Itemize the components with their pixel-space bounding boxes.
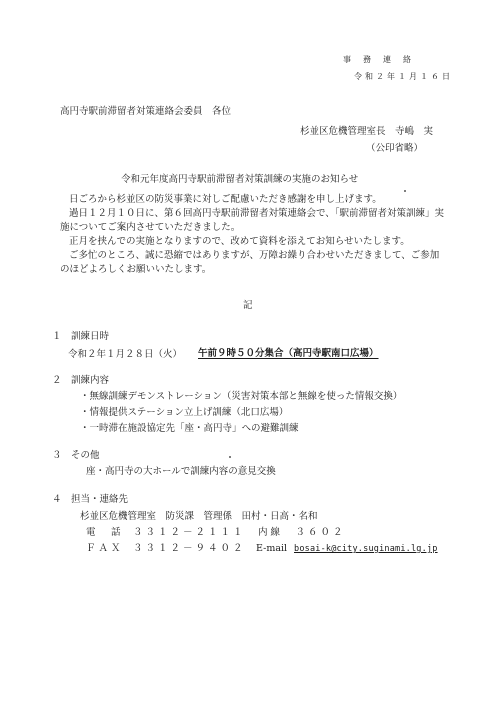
ki-marker: 記 (243, 300, 253, 311)
section-2-item: ・情報提供ステーション立上げ訓練（北口広場） (80, 407, 289, 418)
document-type: 事務連絡 (343, 55, 423, 64)
section-4-dept: 杉並区危機管理室 防災課 管理係 田村・日高・名和 (80, 511, 318, 522)
sender-note: （公印省略） (366, 143, 424, 154)
email-label: E-mail (256, 543, 288, 554)
scan-speck (404, 190, 406, 192)
section-2-heading: ２ 訓練内容 (52, 375, 110, 386)
body-paragraph: 日ごろから杉並区の防災事業に対しご配慮いただき感謝を申し上げます。 (69, 194, 382, 205)
body-paragraph: 過日１２月１０日に、第６回高円寺駅前滞留者対策連絡会で、「駅前滞留者対策訓練」実施についてご案内させていただきました。 (60, 208, 445, 233)
body-paragraph: 正月を挟んでの実施となりますので、改めて資料を添えてお知らせいたします。 (69, 236, 410, 247)
scan-speck (229, 456, 231, 458)
email-link[interactable]: bosai-k@city.suginami.lg.jp (294, 544, 438, 554)
sender-name: 杉並区危機管理室長 寺嶋 実 (300, 126, 434, 137)
recipient: 高円寺駅前滞留者対策連絡会委員 各位 (60, 106, 232, 117)
tel-number: ３３１２－２１１１ 内線 ３６０２ (133, 527, 346, 538)
section-1-time: 午前９時５０分集合（高円寺駅南口広場） (198, 348, 379, 359)
document-date: 令和２年１月１６日 (354, 72, 453, 81)
fax-number: ３３１２－９４０２ (133, 543, 246, 554)
section-1-date: 令和２年１月２８日（火） (68, 349, 183, 360)
section-4-heading: ４ 担当・連絡先 (52, 494, 129, 505)
section-1-heading: １ 訓練日時 (52, 331, 110, 342)
document-title: 令和元年度高円寺駅前滞留者対策訓練の実施のお知らせ (121, 174, 359, 185)
section-2-item: ・一時滞在施設協定先「座・高円寺」への避難訓練 (80, 423, 299, 434)
body-text (60, 193, 446, 277)
section-3-heading: ３ その他 (52, 450, 100, 461)
section-3-text: 座・高円寺の大ホールで訓練内容の意見交換 (86, 466, 276, 477)
tel-label: 電 話 (86, 527, 124, 538)
fax-label: ＦＡＸ (86, 543, 124, 554)
section-2-item: ・無線訓練デモンストレーション（災害対策本部と無線を使った情報交換） (80, 391, 403, 402)
body-paragraph: ご多忙のところ、誠に恐縮ではありますが、万障お繰り合わせいただきまして、ご参加のほどよろしくお願いいたします。 (60, 250, 440, 275)
